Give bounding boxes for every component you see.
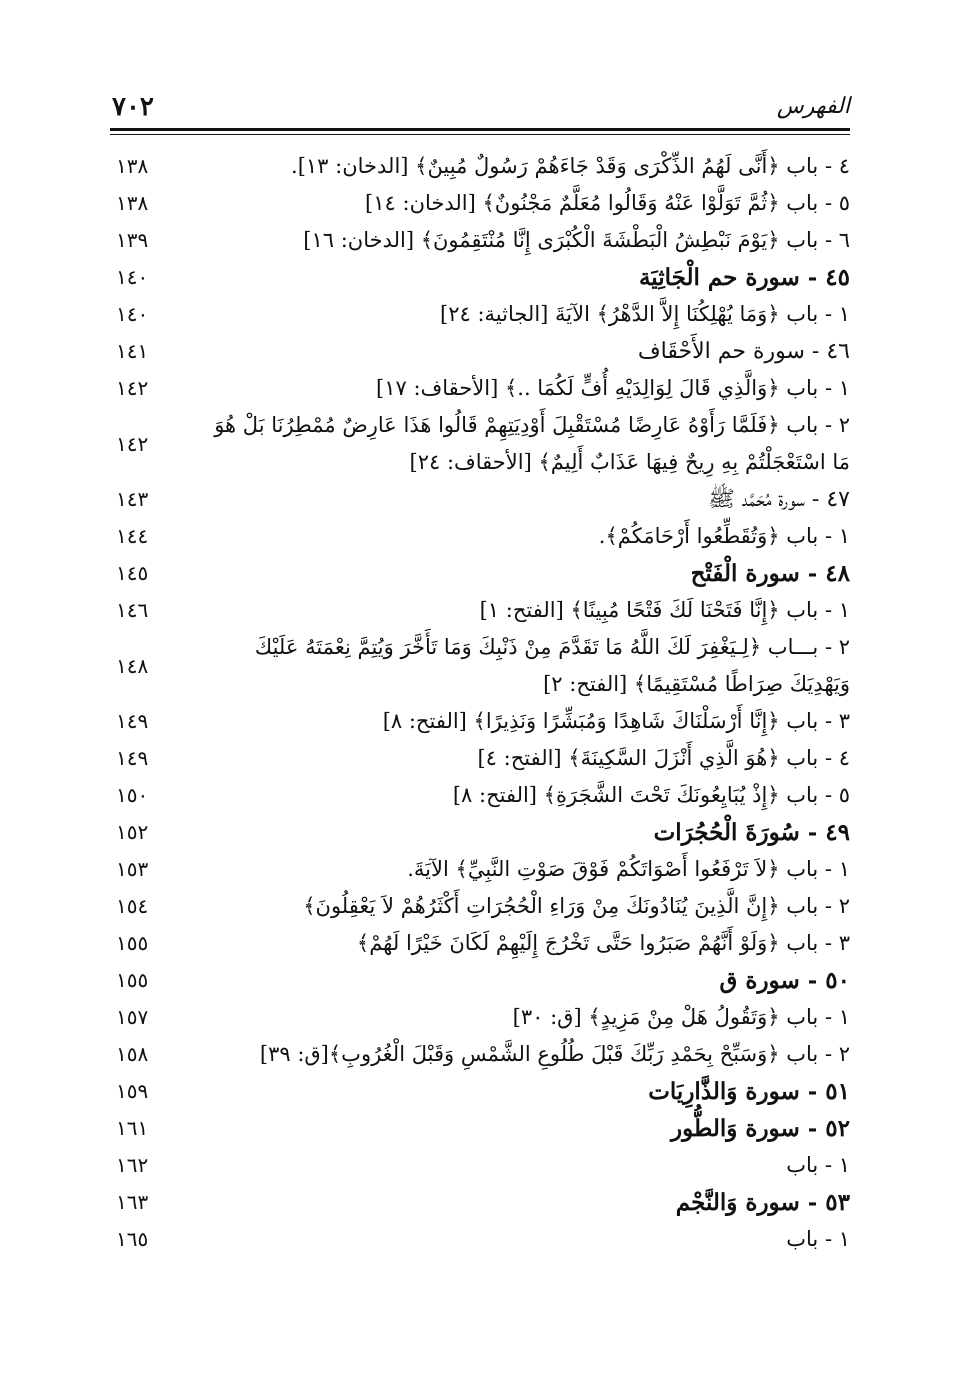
- entry-title: ٢ - باب ﴿وَسَبِّحْ بِحَمْدِ رَبِّكَ قَبْلَ طُلُوعِ الشَّمْسِ وَقَبْلَ الْغُرُوبِ﴾[ق: ٣٩]: [259, 1042, 850, 1066]
- index-entry-surah: [110, 1110, 850, 1147]
- page-header: [110, 92, 850, 130]
- entry-title: ١ - باب ﴿إِنَّا فَتَحْنَا لَكَ فَتْحًا مُبِينًا﴾ [الفتح: ١]: [479, 598, 850, 622]
- entry-title: ١ - باب ﴿وَالَّذِي قَالَ لِوَالِدَيْهِ أُفٍّ لَكُمَا ..﴾ [الأحقاف: ١٧]: [376, 376, 850, 400]
- entry-page-number: ١٤٤: [116, 524, 149, 548]
- index-entry-bab: [110, 925, 850, 962]
- entry-page-number: ١٤١: [116, 339, 149, 363]
- index-entry-bab: [110, 185, 850, 222]
- entry-page-number: ١٦٣: [116, 1190, 149, 1214]
- header-rule-thick: [110, 128, 850, 131]
- index-entry-bab: [110, 703, 850, 740]
- index-entry-bab: [110, 1036, 850, 1073]
- entry-page-number: ١٣٨: [116, 154, 149, 178]
- entry-page-number: ١٤٩: [116, 746, 149, 770]
- entry-title: ٤ - باب ﴿أَنَّى لَهُمُ الذِّكْرَى وَقَدْ جَاءَهُمْ رَسُولٌ مُبِينٌ﴾ [الدخان: ١٣].: [291, 154, 850, 178]
- entry-title: ٢ - باب ﴿فَلَمَّا رَأَوْهُ عَارِضًا مُسْتَقْبِلَ أَوْدِيَتِهِمْ قَالُوا هَذَا عَارِضٌ مُمْطِرُنَا بَلْ هُوَ مَا اسْتَعْجَلْتُمْ بِهِ رِيحٌ فِيهَا عَذَابٌ أَلِيمٌ﴾ [الأحقاف: ٢٤]: [214, 413, 850, 474]
- entry-page-number: ١٥٤: [116, 894, 149, 918]
- entry-title: ٥٠ - سورة ق: [719, 967, 850, 994]
- entry-page-number: ١٤٦: [116, 598, 149, 622]
- index-entry-bab: [110, 222, 850, 259]
- index-entry-bab: [110, 629, 850, 703]
- index-entry-surah: [110, 259, 850, 296]
- header-page-number: ٧٠٢: [112, 92, 154, 122]
- entry-page-number: ١٤٠: [116, 302, 149, 326]
- index-entry-surah: [110, 481, 850, 518]
- entry-title: ٢ - بـــاب ﴿لِـيَغْفِرَ لَكَ اللَّهُ مَا تَقَدَّمَ مِنْ ذَنْبِكَ وَمَا تَأَخَّرَ وَيُتِمَّ نِعْمَتَهُ عَلَيْكَ وَيَهْدِيَكَ صِرَاطًا مُسْتَقِيمًا﴾ [الفتح: ٢]: [254, 635, 850, 696]
- entry-page-number: ١٤٨: [116, 654, 149, 678]
- index-entry-bab: [110, 1221, 850, 1258]
- index-entry-surah: [110, 555, 850, 592]
- index-entry-surah: [110, 962, 850, 999]
- entry-title: ١ - باب: [786, 1153, 850, 1177]
- entry-page-number: ١٣٨: [116, 191, 149, 215]
- index-entry-surah: [110, 814, 850, 851]
- entry-title: ٤٧ - سورة مُحَمَّد ﷺ: [708, 487, 850, 512]
- entry-title: ٥٣ - سورة وَالنَّجْم: [675, 1189, 850, 1216]
- entry-page-number: ١٤٣: [116, 487, 149, 511]
- entry-title: ٦ - باب ﴿يَوْمَ نَبْطِشُ الْبَطْشَةَ الْكُبْرَى إِنَّا مُنْتَقِمُونَ﴾ [الدخان: ١٦]: [303, 228, 850, 252]
- entry-title: ٤٦ - سورة حم الأَحْقَاف: [637, 339, 850, 364]
- entry-page-number: ١٤٢: [116, 376, 149, 400]
- entry-title: ٤٨ - سورة الْفَتْح: [690, 560, 850, 587]
- entry-page-number: ١٥٥: [116, 931, 149, 955]
- entry-title: ١ - باب ﴿لاَ تَرْفَعُوا أَصْوَاتَكُمْ فَوْقَ صَوْتِ النَّبِيِّ﴾ الآيَةَ.: [407, 857, 850, 881]
- entry-title: ١ - باب ﴿وَتُقَطِّعُوا أَرْحَامَكُمْ﴾.: [598, 524, 850, 548]
- entry-title: ٤٥ - سورة حم الْجَاثِيَة: [638, 264, 850, 291]
- index-entry-bab: [110, 518, 850, 555]
- entry-title: ١ - باب ﴿وَمَا يُهْلِكُنَا إِلاَّ الدَّهْرُ﴾ الآيَةَ [الجاثية: ٢٤]: [440, 302, 850, 326]
- entry-page-number: ١٤٢: [116, 432, 149, 456]
- entry-title: ٥ - باب ﴿إِذْ يُبَايِعُونَكَ تَحْتَ الشَّجَرَةِ﴾ [الفتح: ٨]: [452, 783, 850, 807]
- entry-page-number: ١٤٩: [116, 709, 149, 733]
- index-entry-bab: [110, 148, 850, 185]
- entry-title: ١ - باب ﴿وَتَقُولُ هَلْ مِنْ مَزِيدٍ﴾ [ق: ٣٠]: [512, 1005, 850, 1029]
- entry-title: ٤٩ - سُورَةَ الْحُجُرَات: [653, 819, 850, 846]
- index-entry-surah: [110, 333, 850, 370]
- index-entry-bab: [110, 296, 850, 333]
- entry-page-number: ١٥٣: [116, 857, 149, 881]
- entry-page-number: ١٥٩: [116, 1079, 149, 1103]
- entry-page-number: ١٤٠: [116, 265, 149, 289]
- entry-page-number: ١٥٧: [116, 1005, 149, 1029]
- entry-page-number: ١٥٠: [116, 783, 149, 807]
- index-entry-bab: [110, 888, 850, 925]
- index-entry-surah: [110, 1184, 850, 1221]
- index-entry-bab: [110, 851, 850, 888]
- entry-title: ٢ - باب ﴿إِنَّ الَّذِينَ يُنَادُونَكَ مِنْ وَرَاءِ الْحُجُرَاتِ أَكْثَرُهُمْ لاَ يَعْقِلُونَ﴾: [303, 894, 850, 918]
- header-rule-thin: [110, 134, 850, 135]
- index-entry-bab: [110, 407, 850, 481]
- index-entry-surah: [110, 1073, 850, 1110]
- index-entry-bab: [110, 740, 850, 777]
- index-entry-bab: [110, 777, 850, 814]
- entry-page-number: ١٦١: [116, 1116, 149, 1140]
- entry-page-number: ١٣٩: [116, 228, 149, 252]
- index-entry-bab: [110, 1147, 850, 1184]
- entry-title: ٥١ - سورة وَالذَّارِيَات: [648, 1078, 850, 1105]
- index-entry-bab: [110, 999, 850, 1036]
- header-title: الفهرس: [776, 94, 850, 119]
- entry-page-number: ١٥٥: [116, 968, 149, 992]
- entry-title: ٣ - باب ﴿إِنَّا أَرْسَلْنَاكَ شَاهِدًا وَمُبَشِّرًا وَنَذِيرًا﴾ [الفتح: ٨]: [382, 709, 850, 733]
- entry-title: ٥ - باب ﴿ثُمَّ تَوَلَّوْا عَنْهُ وَقَالُوا مُعَلَّمٌ مَجْنُونٌ﴾ [الدخان: ١٤]: [365, 191, 850, 215]
- entry-title: ٣ - باب ﴿وَلَوْ أَنَّهُمْ صَبَرُوا حَتَّى تَخْرُجَ إِلَيْهِمْ لَكَانَ خَيْرًا لَهُمْ﴾: [356, 931, 850, 955]
- index-entry-bab: [110, 592, 850, 629]
- index-entries: [110, 148, 850, 1258]
- entry-page-number: ١٦٢: [116, 1153, 149, 1177]
- entry-title: ١ - باب: [786, 1227, 850, 1251]
- entry-page-number: ١٤٥: [116, 561, 149, 585]
- entry-title: ٥٢ - سورة وَالطُّور: [671, 1115, 850, 1142]
- entry-page-number: ١٦٥: [116, 1227, 149, 1251]
- entry-page-number: ١٥٢: [116, 820, 149, 844]
- entry-page-number: ١٥٨: [116, 1042, 149, 1066]
- index-entry-bab: [110, 370, 850, 407]
- entry-title: ٤ - باب ﴿هُوَ الَّذِي أَنْزَلَ السَّكِينَةَ﴾ [الفتح: ٤]: [477, 746, 850, 770]
